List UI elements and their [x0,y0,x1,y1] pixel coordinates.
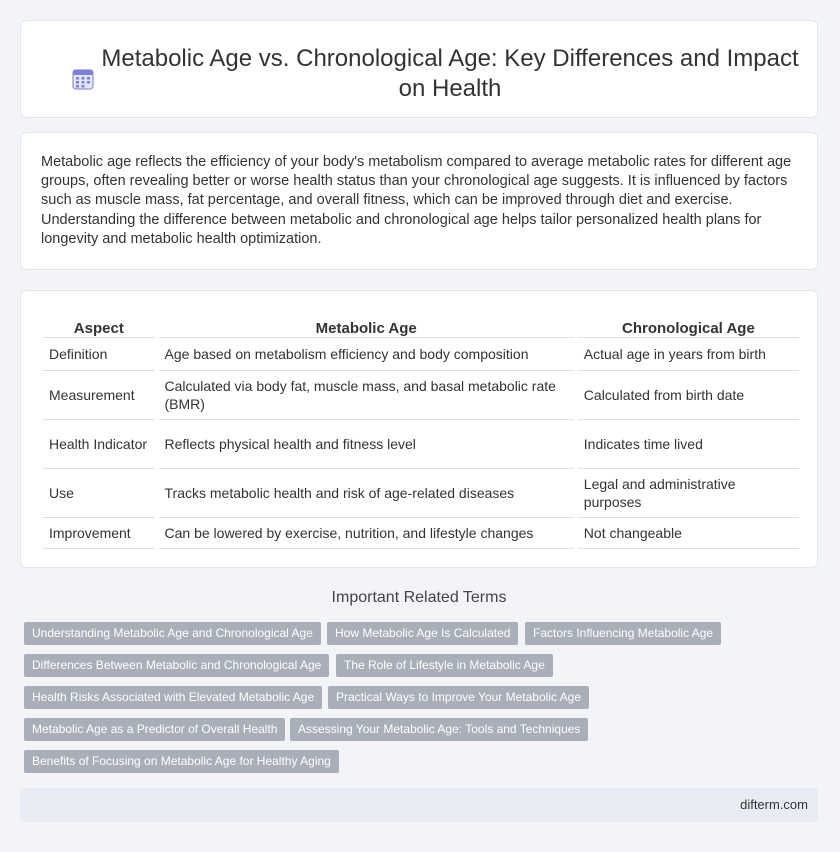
related-terms-heading: Important Related Terms [331,589,507,606]
related-term-link[interactable]: Factors Influencing Metabolic Age [525,622,721,645]
cell-aspect: Health Indicator [43,420,155,469]
header-chronological-age: Chronological Age [578,313,799,338]
related-term-link[interactable]: Metabolic Age as a Predictor of Overall Health [24,718,285,741]
title-card [20,20,818,118]
site-name[interactable]: difterm.com [740,797,808,812]
cell-aspect: Definition [43,338,155,371]
calendar-icon [71,67,95,96]
cell-chronological: Not changeable [578,518,799,549]
page-title: Metabolic Age vs. Chronological Age: Key Differences and Impact on Health [101,45,799,102]
related-term-link[interactable]: Benefits of Focusing on Metabolic Age for Healthy Aging [24,750,339,773]
table-row [43,371,799,420]
cell-metabolic: Age based on metabolism efficiency and body composition [159,338,574,371]
related-term-link[interactable]: Practical Ways to Improve Your Metabolic Age [328,686,589,709]
header-metabolic-age: Metabolic Age [159,313,574,338]
table-row [43,338,799,371]
related-term-link[interactable]: How Metabolic Age Is Calculated [327,622,518,645]
footer [20,788,818,822]
cell-aspect: Improvement [43,518,155,549]
cell-chronological: Calculated from birth date [578,371,799,420]
intro-card [20,132,818,270]
cell-chronological: Legal and administrative purposes [578,469,799,518]
table-row [43,518,799,549]
table-header-row [43,313,799,338]
header-aspect: Aspect [43,313,155,338]
cell-metabolic: Tracks metabolic health and risk of age-related diseases [159,469,574,518]
related-term-link[interactable]: Assessing Your Metabolic Age: Tools and Techniques [290,718,588,741]
cell-aspect: Measurement [43,371,155,420]
related-term-link[interactable]: Differences Between Metabolic and Chronological Age [24,654,329,677]
table-row [43,469,799,518]
cell-metabolic: Calculated via body fat, muscle mass, and basal metabolic rate (BMR) [159,371,574,420]
related-term-link[interactable]: Understanding Metabolic Age and Chronological Age [24,622,321,645]
comparison-table [43,313,799,549]
intro-paragraph: Metabolic age reflects the efficiency of your body's metabolism compared to average metabolic rates for different age groups, often revealing better or worse health status than your chronological age suggests. It is influenced by factors such as muscle mass, fat percentage, and overall fitness, which can be improved through diet and exercise. Understanding the difference between metabolic and chronological age helps tailor personalized health plans for longevity and metabolic health optimization. [41,154,792,247]
comparison-table-card [20,290,818,568]
cell-chronological: Actual age in years from birth [578,338,799,371]
related-term-link[interactable]: Health Risks Associated with Elevated Metabolic Age [24,686,322,709]
related-term-link[interactable]: The Role of Lifestyle in Metabolic Age [336,654,553,677]
cell-aspect: Use [43,469,155,518]
cell-metabolic: Can be lowered by exercise, nutrition, and lifestyle changes [159,518,574,549]
cell-metabolic: Reflects physical health and fitness level [159,420,574,469]
table-row [43,420,799,469]
cell-chronological: Indicates time lived [578,420,799,469]
